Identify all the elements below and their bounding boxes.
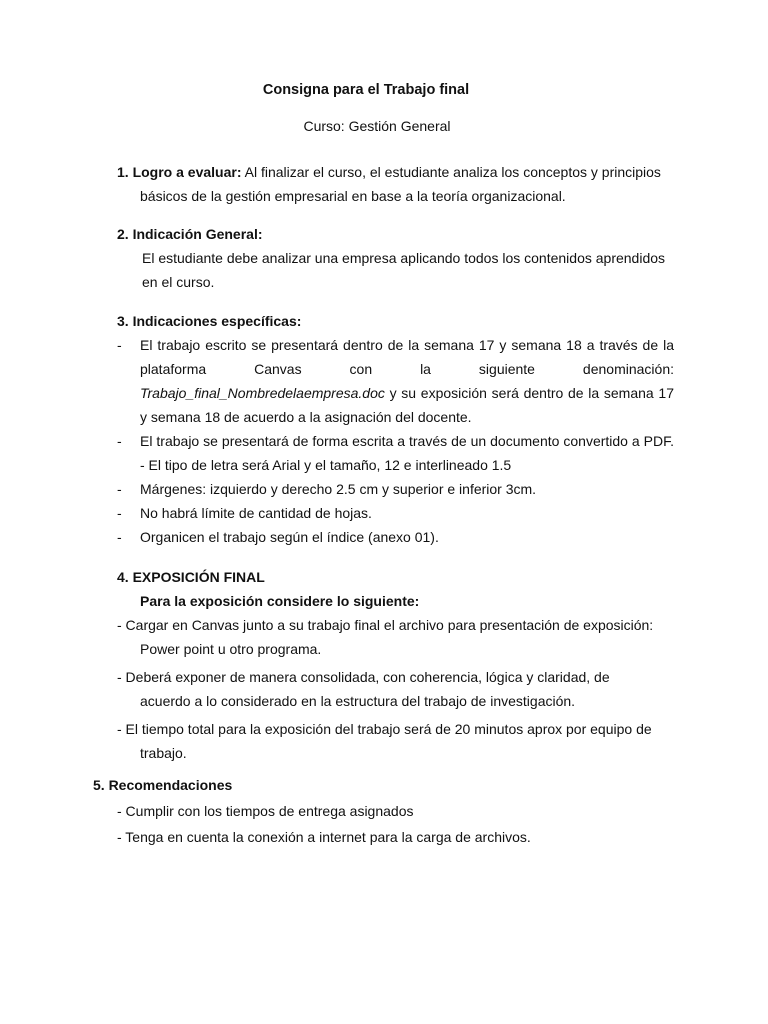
list-item: - Cumplir con los tiempos de entrega asignados (117, 803, 414, 819)
list-item: - Cargar en Canvas junto a su trabajo final el archivo para presentación de exposición: Power point u otro programa. (117, 617, 654, 657)
section-logro-line1 (117, 160, 677, 184)
list-item: - Tenga en cuenta la conexión a internet para la carga de archivos. (117, 829, 531, 845)
list-item (117, 429, 674, 477)
section-logro-text-1: Al finalizar el curso, el estudiante analiza los conceptos y principios (241, 164, 661, 180)
list-item-text: El trabajo se presentará de forma escrita a través de un documento convertido a PDF. - El tipo de letra será Arial y el tamaño, 12 e interlineado 1.5 (140, 433, 674, 473)
list-item-text: Organicen el trabajo según el índice (anexo 01). (140, 529, 439, 545)
list-item-text: y su exposición será dentro de la semana 17 y semana 18 de acuerdo a la asignación del docente. (140, 385, 674, 425)
section-indicacion-general-text: El estudiante debe analizar una empresa aplicando todos los contenidos aprendidos en el curso. (142, 250, 666, 290)
list-item (117, 477, 674, 501)
list-item (117, 501, 674, 525)
list-item (117, 333, 674, 429)
list-item: - Deberá exponer de manera consolidada, con coherencia, lógica y claridad, de acuerdo a lo considerado en la estructura del trabajo de investigación. (117, 669, 610, 709)
course-name: Curso: Gestión General (303, 118, 451, 134)
section-exposicion-final (117, 565, 677, 765)
section-recomendaciones (93, 773, 674, 849)
section-exposicion-final-heading: 4. EXPOSICIÓN FINAL (117, 569, 265, 585)
list-dash: - (117, 337, 122, 353)
list-dash: - (117, 481, 122, 497)
list-item-text: No habrá límite de cantidad de hojas. (140, 505, 372, 521)
section-exposicion-final-subheading: Para la exposición considere lo siguiente: (140, 593, 420, 609)
list-item-text: El trabajo escrito se presentará dentro de la semana 17 y semana 18 a través de la plataforma Canvas con la siguiente denominación: (140, 337, 674, 377)
list-dash: - (117, 529, 122, 545)
section-indicacion-general (117, 222, 674, 294)
section-logro-heading: 1. Logro a evaluar: (117, 164, 242, 180)
section-logro (117, 160, 677, 208)
section-indicacion-general-heading: 2. Indicación General: (117, 226, 263, 242)
section-logro-text-2: básicos de la gestión empresarial en base a la teoría organizacional. (140, 188, 566, 204)
list-dash: - (117, 433, 122, 449)
section-indicaciones-especificas-heading: 3. Indicaciones específicas: (117, 313, 302, 329)
document-title: Consigna para el Trabajo final (262, 82, 470, 98)
file-name: Trabajo_final_Nombredelaempresa.doc (140, 385, 385, 401)
list-item (117, 525, 674, 549)
list-item: - El tiempo total para la exposición del trabajo será de 20 minutos aprox por equipo de trabajo. (117, 721, 652, 761)
section-indicaciones-especificas (117, 309, 674, 549)
section-recomendaciones-heading: 5. Recomendaciones (93, 777, 233, 793)
list-dash: - (117, 505, 122, 521)
list-item-text: Márgenes: izquierdo y derecho 2.5 cm y superior e inferior 3cm. (140, 481, 537, 497)
